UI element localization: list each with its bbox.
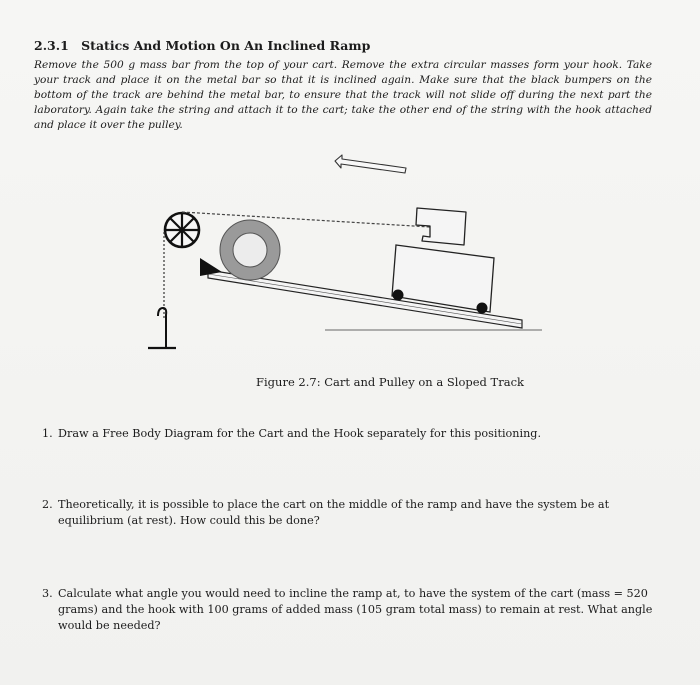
question-2 <box>42 497 662 529</box>
question-text: Calculate what angle you would need to incline the ramp at, to have the system of the cart (mass = 520 grams) and the hook with 100 grams of added mass (105 gram total mass) to remain at rest. What angle would be needed? <box>58 587 653 632</box>
circular-mass <box>220 220 280 280</box>
intro-paragraph: Remove the 500 g mass bar from the top of your cart. Remove the extra circular masses form your hook. Take your track and place it on the metal bar so that it is inclined again. Make sure that the black bumpers on the bottom of the track are behind the metal bar, to ensure that the track will not slide off during the next part the laboratory. Again take the string and attach it to the cart; take the other end of the string with the hook attached and place it over the pulley. <box>34 59 652 131</box>
pulley-wheel <box>165 213 199 247</box>
question-number: 3. <box>42 587 53 600</box>
cart-wheel-rear <box>393 290 404 301</box>
question-3 <box>42 586 662 634</box>
question-text: Draw a Free Body Diagram for the Cart and the Hook separately for this positioning. <box>58 427 542 440</box>
section-title: Statics And Motion On An Inclined Ramp <box>81 38 371 53</box>
question-1 <box>42 426 662 442</box>
hook <box>148 308 176 348</box>
question-number: 1. <box>42 427 53 440</box>
cart-pulley-figure <box>130 150 550 365</box>
figure-caption: Figure 2.7: Cart and Pulley on a Sloped Track <box>256 375 524 389</box>
direction-arrow <box>335 155 406 173</box>
cart-wheel-front <box>477 303 488 314</box>
string <box>182 212 430 227</box>
cart <box>392 208 494 314</box>
question-text: Theoretically, it is possible to place the cart on the middle of the ramp and have the system be at equilibrium (at rest). How could this be done? <box>58 498 610 527</box>
section-heading <box>34 38 370 53</box>
section-number: 2.3.1 <box>34 38 69 53</box>
question-number: 2. <box>42 498 53 511</box>
